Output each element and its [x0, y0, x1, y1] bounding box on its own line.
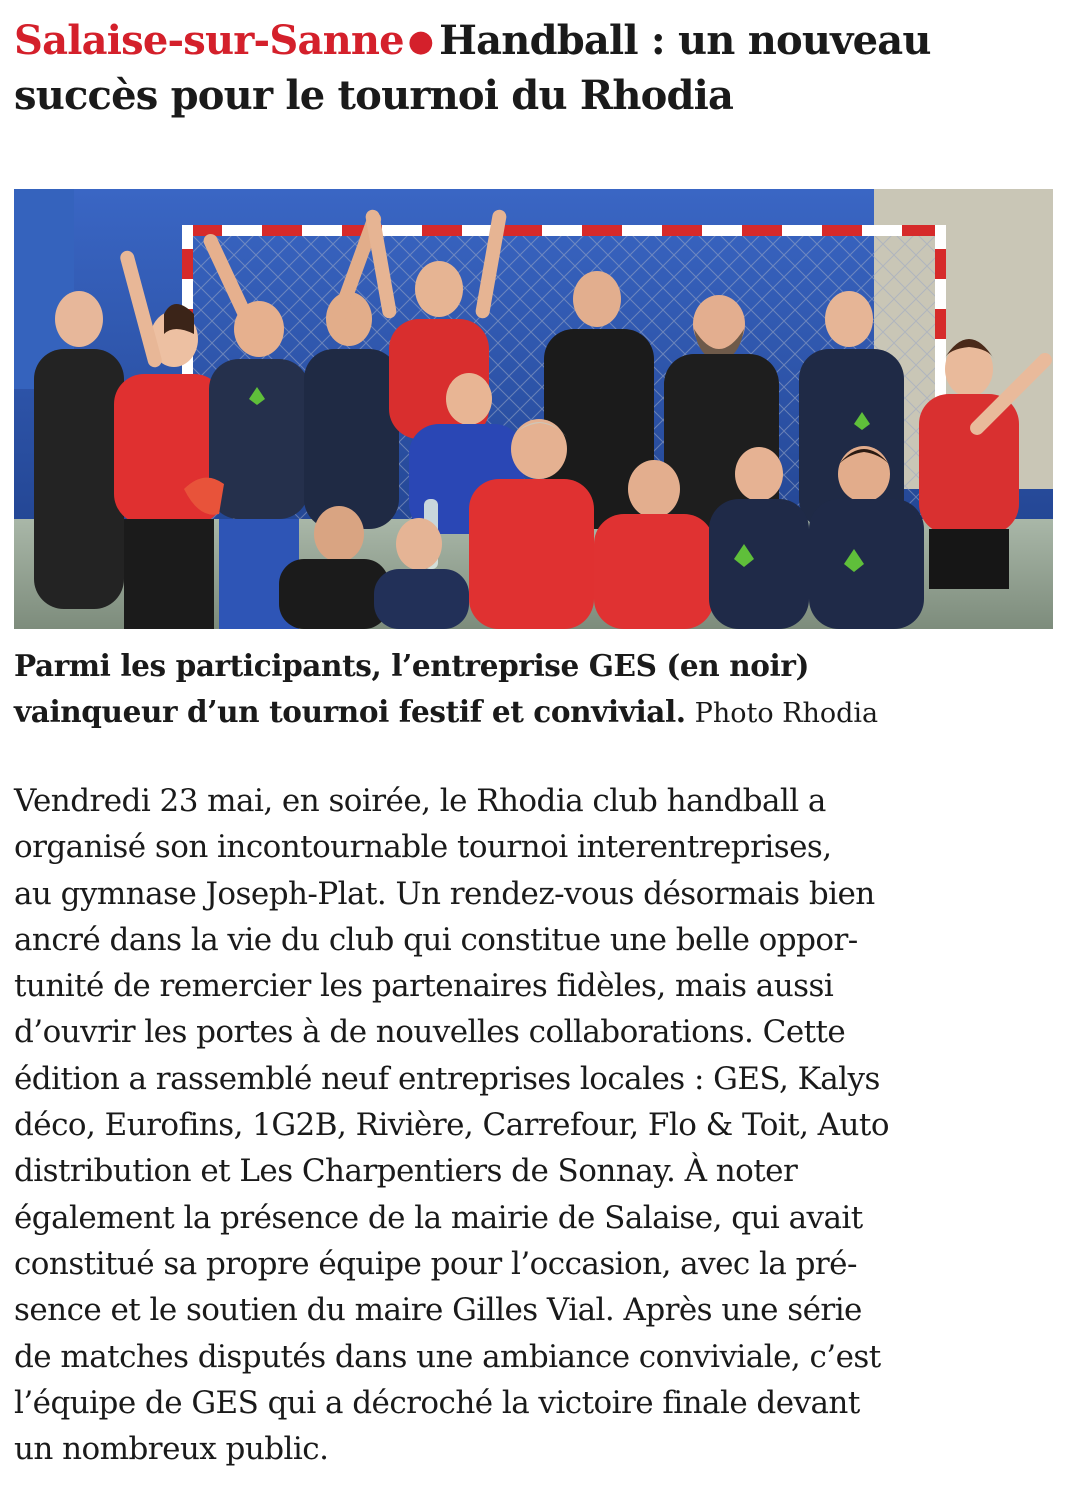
- article-body: [14, 778, 1054, 1472]
- photo-credit: Photo Rhodia: [694, 698, 879, 729]
- body-line: d’ouvrir les portes à de nouvelles collaborations. Cette: [14, 1014, 846, 1051]
- article-headline: [14, 14, 1054, 123]
- caption-line2: vainqueur d’un tournoi festif et convivial.: [14, 694, 686, 729]
- body-line: édition a rassemblé neuf entreprises locales : GES, Kalys: [14, 1060, 880, 1097]
- team-photo-illustration: [14, 189, 1053, 629]
- photo-caption: [14, 643, 1054, 736]
- caption-line1: Parmi les participants, l’entreprise GES (en noir): [14, 648, 810, 683]
- headline-title-line1: Handball : un nouveau: [439, 17, 931, 64]
- body-line: sence et le soutien du maire Gilles Vial. Après une série: [14, 1292, 862, 1329]
- body-line: Vendredi 23 mai, en soirée, le Rhodia club handball a: [14, 783, 826, 819]
- headline-place: Salaise-sur-Sanne: [14, 17, 404, 64]
- body-line: au gymnase Joseph-Plat. Un rendez-vous désormais bien: [14, 875, 875, 912]
- body-line: tunité de remercier les partenaires fidèles, mais aussi: [14, 968, 834, 1005]
- headline-separator-dot: ●: [407, 24, 434, 59]
- body-line: ancré dans la vie du club qui constitue une belle oppor-: [14, 921, 858, 958]
- headline-title-line2: succès pour le tournoi du Rhodia: [14, 72, 734, 119]
- body-line: déco, Eurofins, 1G2B, Rivière, Carrefour, Flo & Toit, Auto: [14, 1107, 889, 1144]
- article-photo: [14, 189, 1053, 629]
- body-line: organisé son incontournable tournoi interentreprises,: [14, 829, 832, 866]
- body-line: distribution et Les Charpentiers de Sonnay. À noter: [14, 1153, 798, 1190]
- body-line: constitué sa propre équipe pour l’occasion, avec la pré-: [14, 1245, 857, 1282]
- body-line: également la présence de la mairie de Salaise, qui avait: [14, 1199, 863, 1236]
- body-line: l’équipe de GES qui a décroché la victoire finale devant: [14, 1384, 860, 1421]
- body-line: un nombreux public.: [14, 1431, 329, 1468]
- body-line: de matches disputés dans une ambiance conviviale, c’est: [14, 1338, 881, 1375]
